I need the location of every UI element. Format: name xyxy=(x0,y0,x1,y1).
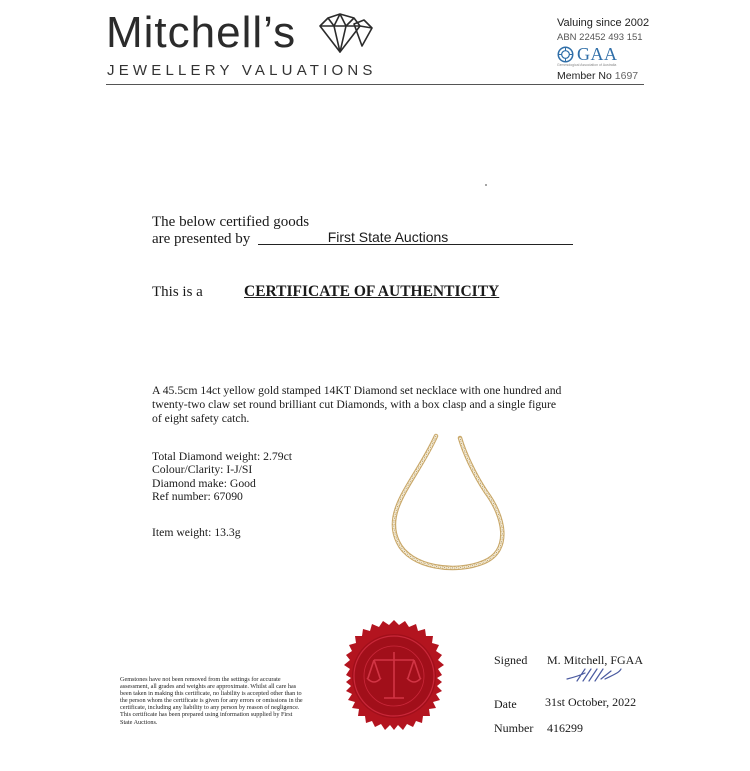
certificate-title: CERTIFICATE OF AUTHENTICITY xyxy=(244,283,500,300)
intro-line-2: are presented by xyxy=(152,231,251,247)
member-number xyxy=(557,70,638,82)
brand-subtitle: JEWELLERY VALUATIONS xyxy=(107,62,377,79)
item-specs xyxy=(152,450,292,503)
presenter-underline xyxy=(258,244,573,245)
certificate-prefix: This is a xyxy=(152,284,203,300)
diamond-icon xyxy=(314,12,376,56)
gaa-logo xyxy=(557,44,618,65)
dust-speck xyxy=(485,184,487,186)
ref-number: Ref number: 67090 xyxy=(152,489,243,503)
presenter-name: First State Auctions xyxy=(327,229,449,245)
valuing-since: Valuing since 2002 xyxy=(557,17,650,29)
gaa-logo-subtext: Gemmological Association of Australia xyxy=(557,63,617,67)
member-label: Member No xyxy=(557,70,612,82)
gaa-logo-text: GAA xyxy=(577,44,618,64)
gaa-emblem-icon xyxy=(557,46,574,63)
colour-clarity: Colour/Clarity: I-J/SI xyxy=(152,463,253,477)
diamond-make: Diamond make: Good xyxy=(152,476,256,490)
signed-value: M. Mitchell, FGAA xyxy=(547,653,643,667)
intro-line-1: The below certified goods xyxy=(152,214,310,230)
wax-seal xyxy=(334,618,454,738)
number-label: Number xyxy=(494,721,534,735)
number-value: 416299 xyxy=(547,721,583,735)
date-label: Date xyxy=(494,697,517,711)
total-diamond-weight: Total Diamond weight: 2.79ct xyxy=(152,450,293,463)
member-number-value: 1697 xyxy=(614,70,639,82)
item-description: A 45.5cm 14ct yellow gold stamped 14KT Diamond set necklace with one hundred and twenty-two claw set round brilliant cut Diamonds, with a box clasp and a single figure of eight safety catch. xyxy=(152,384,562,425)
signed-label: Signed xyxy=(494,653,528,667)
necklace-photo xyxy=(380,432,530,582)
abn-number: ABN 22452 493 151 xyxy=(557,32,643,43)
brand-name: Mitchell’s xyxy=(106,8,297,57)
disclaimer-text: Gemstones have not been removed from the settings for accurate assessment, all grades and weights are approximate. Whilst all care has been taken in making this certificate, no liability is accepted other than to the person whom the certificate is given for any errors or omissions in the certificate, including any liability to any person by reason of negligence. This certificate has been prepared using information supplied by First State Auctions. xyxy=(120,676,303,726)
header-divider xyxy=(106,84,644,85)
item-weight: Item weight: 13.3g xyxy=(152,526,241,539)
signature xyxy=(565,665,623,685)
date-value: 31st October, 2022 xyxy=(545,695,637,709)
